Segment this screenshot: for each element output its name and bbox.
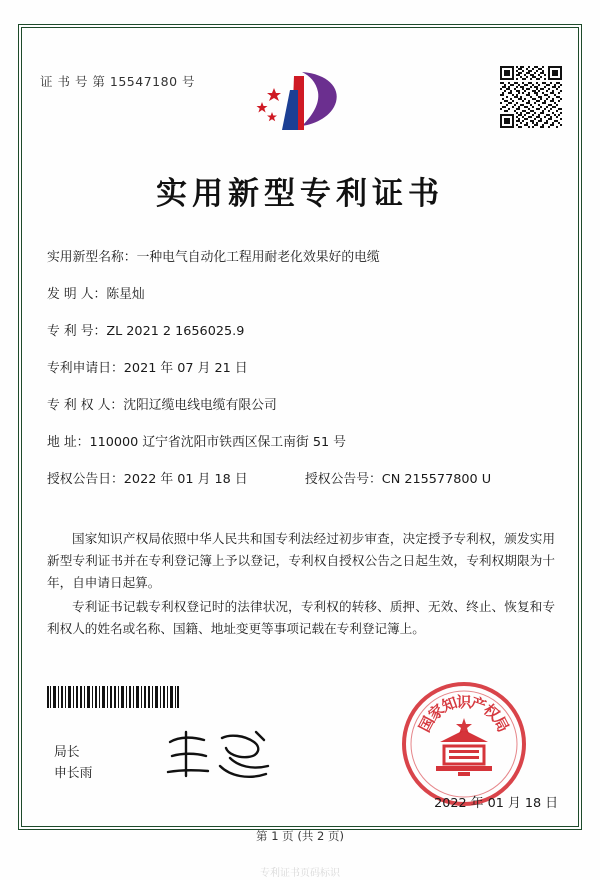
handwritten-signature (160, 726, 280, 784)
svg-text:家: 家 (424, 700, 449, 725)
field-label: 专 利 权 人： (47, 398, 124, 413)
svg-text:国: 国 (415, 713, 439, 736)
field-row-application-date (47, 361, 557, 377)
field-row-inventor (47, 287, 557, 303)
field-label: 发 明 人： (47, 287, 107, 302)
field-value: CN 215577800 U (381, 472, 492, 487)
field-value: 2021 年 07 月 21 日 (123, 361, 248, 376)
field-row-patent-number (47, 324, 557, 340)
field-label: 授权公告日： (47, 472, 124, 487)
legal-text (47, 528, 555, 642)
field-list (47, 250, 557, 509)
svg-text:局: 局 (489, 713, 513, 736)
barcode (47, 686, 179, 708)
field-label: 专利申请日： (47, 361, 124, 376)
cnipa-logo-icon (250, 68, 350, 136)
field-value: 2022 年 01 月 18 日 (123, 472, 248, 487)
announcement-date-group (47, 472, 305, 488)
footer-faint-text: 专利证书页码标识 (260, 868, 340, 879)
field-label: 专 利 号： (47, 324, 107, 339)
official-seal (400, 680, 528, 808)
svg-text:产: 产 (468, 693, 489, 716)
qr-code (500, 66, 562, 128)
field-value: 110000 辽宁省沈阳市铁西区保工南街 51 号 (89, 435, 346, 450)
announcement-number-group (305, 472, 491, 488)
signature-title-label: 局长 (54, 745, 80, 760)
field-value: 陈星灿 (106, 287, 145, 302)
certificate-number: 证 书 号 第 15547180 号 (40, 74, 195, 89)
field-row-address (47, 435, 557, 451)
signature-name-label: 申长雨 (54, 766, 93, 781)
svg-text:知: 知 (439, 693, 460, 716)
field-row-patentee (47, 398, 557, 414)
field-value: 沈阳辽缆电线电缆有限公司 (123, 398, 277, 413)
field-row-announcement (47, 472, 557, 488)
legal-paragraph-2: 专利证书记载专利权登记时的法律状况，专利权的转移、质押、无效、终止、恢复和专利权人的姓名或名称、国籍、地址变更等事项记载在专利登记簿上。 (47, 599, 555, 636)
page-footer: 第 1 页 (共 2 页) (256, 829, 344, 843)
signature-block (54, 742, 92, 784)
legal-paragraph-1: 国家知识产权局依照中华人民共和国专利法经过初步审查，决定授予专利权，颁发实用新型专利证书并在专利登记簿上予以登记，专利权自授权公告之日起生效，专利权期限为十年，自申请日起算。 (47, 531, 555, 590)
field-label: 授权公告号： (305, 472, 382, 487)
svg-text:权: 权 (479, 700, 504, 725)
page-title: 实用新型专利证书 (156, 176, 444, 212)
field-label: 实用新型名称： (47, 250, 137, 265)
field-value: 一种电气自动化工程用耐老化效果好的电缆 (136, 250, 380, 265)
svg-text:识: 识 (456, 693, 472, 711)
seal-date: 2022 年 01 月 18 日 (434, 796, 558, 811)
field-value: ZL 2021 2 1656025.9 (106, 324, 245, 339)
field-row-invention-name (47, 250, 557, 266)
field-label: 地 址： (47, 435, 90, 450)
